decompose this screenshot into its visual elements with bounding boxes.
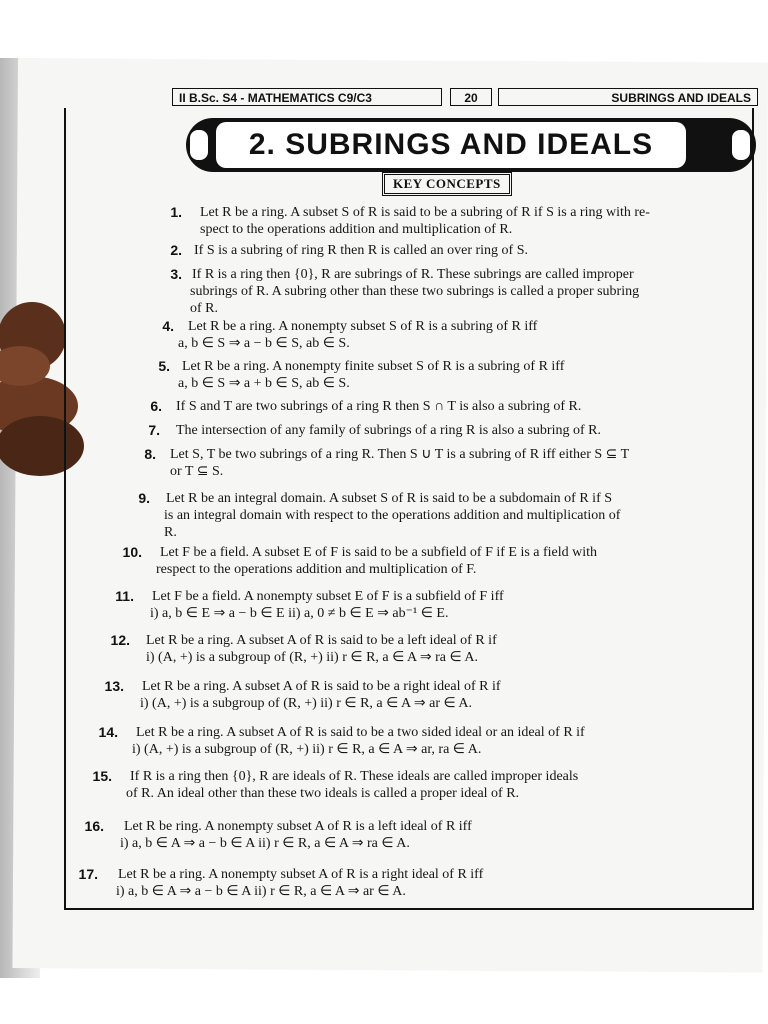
item-text-line-1: Let R be a ring. A subset A of R is said to be a right ideal of R if <box>142 679 501 694</box>
item-number: 17. <box>78 866 98 882</box>
item-text-line-2: a, b ∈ S ⇒ a − b ∈ S, ab ∈ S. <box>178 336 350 351</box>
item-text-line-2: i) a, b ∈ A ⇒ a − b ∈ A ii) r ∈ R, a ∈ A ⇒ ar ∈ A. <box>116 884 406 899</box>
banner-inner <box>216 122 686 168</box>
item-text-line-2: respect to the operations addition and multiplication of F. <box>156 562 477 577</box>
item-text-line-1: If R is a ring then {0}, R are subrings of R. These subrings are called improper <box>192 267 634 282</box>
banner-cap-right <box>732 130 750 160</box>
item-text-line-1: If S and T are two subrings of a ring R then S ∩ T is also a subring of R. <box>176 399 582 414</box>
item-number: 15. <box>92 768 112 784</box>
item-number: 2. <box>170 242 182 258</box>
item-number: 6. <box>150 398 162 414</box>
item-text-line-2: i) a, b ∈ E ⇒ a − b ∈ E ii) a, 0 ≠ b ∈ E ⇒ ab⁻¹ ∈ E. <box>150 606 449 621</box>
item-text-line-2: a, b ∈ S ⇒ a + b ∈ S, ab ∈ S. <box>178 376 350 391</box>
item-number: 13. <box>104 678 124 694</box>
item-number: 11. <box>115 588 134 604</box>
item-number: 4. <box>162 318 174 334</box>
chapter-banner <box>186 118 756 172</box>
item-number: 7. <box>148 422 160 438</box>
header-course: II B.Sc. S4 - MATHEMATICS C9/C3 <box>172 88 442 106</box>
item-number: 9. <box>138 490 150 506</box>
item-text-line-2: i) (A, +) is a subgroup of (R, +) ii) r ∈ R, a ∈ A ⇒ ar ∈ A. <box>140 696 473 711</box>
item-text-line-1: Let R be a ring. A nonempty subset A of R is a right ideal of R iff <box>118 867 484 882</box>
item-number: 1. <box>170 204 182 220</box>
item-text-line-1: The intersection of any family of subrings of a ring R is also a subring of R. <box>176 423 601 438</box>
key-concepts-label: KEY CONCEPTS <box>384 174 510 194</box>
item-number: 10. <box>122 544 142 560</box>
item-text-line-1: Let R be a ring. A subset A of R is said to be a left ideal of R if <box>146 633 497 648</box>
item-text-line-1: If R is a ring then {0}, R are ideals of R. These ideals are called improper ideals <box>130 769 579 784</box>
item-text-line-2: spect to the operations addition and multiplication of R. <box>200 222 513 237</box>
item-text-line-1: Let R be a ring. A subset S of R is said to be a subring of R if S is a ring with re- <box>200 205 650 220</box>
item-text-line-3: R. <box>164 525 177 540</box>
header-page-number: 20 <box>450 88 492 106</box>
item-text-line-1: Let F be a field. A subset E of F is said to be a subfield of F if E is a field with <box>160 545 598 560</box>
item-text-line-1: Let R be an integral domain. A subset S of R is said to be a subdomain of R if S <box>166 491 613 506</box>
item-number: 16. <box>84 818 104 834</box>
item-text-line-1: Let R be a ring. A subset A of R is said to be a two sided ideal or an ideal of R if <box>136 725 585 740</box>
chapter-title: 2. SUBRINGS AND IDEALS <box>248 128 654 161</box>
item-text-line-2: subrings of R. A subring other than these two subrings is called a proper subring <box>190 284 640 299</box>
item-text-line-2: i) a, b ∈ A ⇒ a − b ∈ A ii) r ∈ R, a ∈ A ⇒ ra ∈ A. <box>120 836 410 851</box>
item-text-line-2: is an integral domain with respect to the operations addition and multiplication of <box>164 508 621 523</box>
item-text-line-2: i) (A, +) is a subgroup of (R, +) ii) r ∈ R, a ∈ A ⇒ ar, ra ∈ A. <box>132 742 482 757</box>
item-text-line-2: i) (A, +) is a subgroup of (R, +) ii) r ∈ R, a ∈ A ⇒ ra ∈ A. <box>146 650 479 665</box>
item-number: 8. <box>144 446 156 462</box>
item-text-line-1: Let R be a ring. A nonempty finite subset S of R is a subring of R iff <box>182 359 565 374</box>
banner-cap-left <box>190 130 208 160</box>
item-text-line-1: Let S, T be two subrings of a ring R. Then S ∪ T is a subring of R iff either S ⊆ T <box>170 447 630 462</box>
item-number: 12. <box>110 632 130 648</box>
item-text-line-1: Let R be ring. A nonempty subset A of R is a left ideal of R iff <box>124 819 472 834</box>
item-number: 14. <box>98 724 118 740</box>
item-text-line-2: or T ⊆ S. <box>170 464 224 479</box>
running-header <box>172 88 758 108</box>
item-text-line-2: of R. An ideal other than these two ideals is called a proper ideal of R. <box>126 786 520 801</box>
item-text-line-1: Let F be a field. A nonempty subset E of F is a subfield of F iff <box>152 589 504 604</box>
item-text-line-1: If S is a subring of ring R then R is called an over ring of S. <box>194 243 529 258</box>
item-number: 5. <box>158 358 170 374</box>
item-text-line-3: of R. <box>190 301 218 316</box>
header-chapter: SUBRINGS AND IDEALS <box>498 88 758 106</box>
item-text-line-1: Let R be a ring. A nonempty subset S of R is a subring of R iff <box>188 319 538 334</box>
item-number: 3. <box>170 266 182 282</box>
